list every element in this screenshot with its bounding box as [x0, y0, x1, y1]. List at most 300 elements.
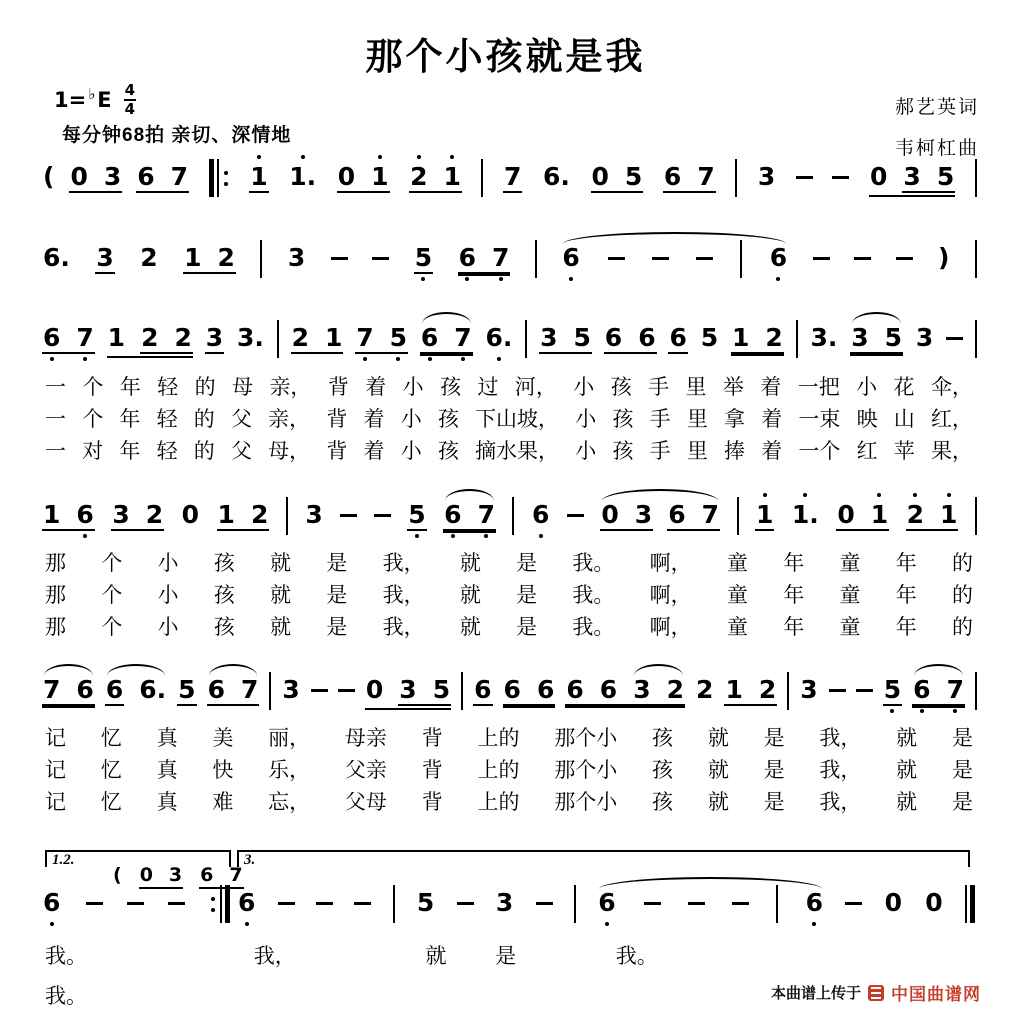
octave-dot-above: [877, 493, 881, 497]
octave-dot-below: [953, 709, 957, 713]
paren: (: [43, 162, 55, 191]
beam-group: [355, 325, 408, 354]
dash-note: [340, 514, 357, 517]
single-barline: [286, 497, 288, 535]
notation-line-1: [42, 164, 977, 210]
lyric-syllable: 上的: [477, 726, 520, 750]
note: 6: [668, 500, 686, 529]
note: 7: [355, 325, 374, 350]
note: 5: [178, 675, 196, 704]
lyric-syllable: 着: [760, 375, 782, 399]
octave-dot-above: [913, 493, 917, 497]
octave-dot-below: [363, 357, 367, 361]
lyric-syllable: 忘，: [268, 790, 311, 814]
beam-group: [539, 325, 592, 354]
lyric-syllable: 孩: [440, 375, 462, 399]
note: 6: [566, 675, 584, 704]
song-title: 那个小孩就是我: [365, 37, 646, 78]
beam-group: [136, 164, 189, 193]
dash-note: [644, 902, 661, 905]
lyric-syllable: 个: [101, 583, 123, 607]
lyric-syllable: 伞，: [930, 375, 973, 399]
dash-note: [829, 689, 846, 692]
lyric-syllable: 着: [363, 439, 385, 463]
note: 5: [883, 677, 902, 702]
single-barline: [975, 240, 977, 278]
lyric-syllable: 美: [212, 726, 234, 750]
lyric-syllable: 轻: [156, 439, 178, 463]
note: 6: [912, 677, 931, 702]
lyric-syllable: 孩: [213, 615, 235, 639]
beam-group: [365, 677, 451, 710]
lyric-syllable: 啊，: [649, 615, 692, 639]
note: 5: [414, 245, 433, 270]
lyric-row: [45, 439, 973, 464]
beam-group: [663, 164, 716, 193]
single-barline: [535, 240, 537, 278]
lyric-syllable: 童: [839, 583, 861, 607]
key-letter: E: [97, 88, 112, 113]
lyric-row: [45, 726, 973, 751]
lyric-syllable: 就: [459, 551, 481, 575]
note: 6: [42, 890, 61, 915]
note: 0: [365, 675, 384, 704]
dash-note: [354, 902, 371, 905]
beam-group: [42, 325, 95, 354]
single-barline: [277, 320, 279, 358]
slur-group: [105, 677, 167, 706]
note: 6: [663, 162, 682, 191]
slur-group: [850, 325, 903, 354]
note: 6: [536, 675, 555, 704]
note: 3: [305, 500, 323, 529]
lyric-syllable: 年: [119, 439, 141, 463]
note: 1: [43, 500, 61, 529]
lyric-syllable: 童: [726, 615, 748, 639]
octave-dot-below: [484, 534, 488, 538]
lyric-syllable: 的: [193, 407, 215, 431]
octave-dot-below: [245, 922, 249, 926]
dash-note: [311, 689, 328, 692]
lyric-syllable: 下山坡，: [475, 407, 560, 431]
lyric-syllable: 父: [230, 407, 252, 431]
lyric-syllable: 背: [326, 407, 348, 431]
notation-line-3: [42, 325, 977, 371]
lyric-syllable: 孩: [610, 375, 632, 399]
lyric-syllable: 那: [45, 551, 66, 575]
note: 0: [837, 500, 855, 529]
note: 2: [140, 243, 158, 272]
lyric-syllable: 小: [575, 439, 597, 463]
lyric-syllable: 苹: [893, 439, 915, 463]
lyric-syllable: 是: [951, 726, 973, 750]
note: 3: [96, 243, 114, 272]
note: 6: [599, 675, 618, 704]
lyric-syllable: 那个小: [554, 758, 618, 782]
note: 1: [107, 323, 126, 352]
lyric-syllable: 我，: [382, 583, 425, 607]
octave-dot-below: [50, 357, 54, 361]
lyric-syllable: 轻: [156, 407, 178, 431]
beam-group: [600, 502, 653, 531]
slur-arc: [563, 232, 786, 244]
lyric-syllable: 就: [270, 583, 292, 607]
single-barline: [393, 885, 395, 923]
note: 3: [168, 864, 183, 886]
lyric-syllable: 的: [951, 615, 973, 639]
lyric-syllable: 一把: [797, 375, 840, 399]
slur-arc: [602, 489, 718, 501]
lyric-syllable: 我，: [382, 551, 425, 575]
lyric-syllable: 忆: [100, 758, 122, 782]
flat-sign: ♭: [88, 85, 96, 104]
single-barline: [461, 672, 463, 710]
beam-group: [249, 164, 268, 193]
note: 5: [573, 323, 591, 352]
note: 2: [291, 323, 309, 352]
dash-note: [457, 902, 474, 905]
beam-group: [95, 245, 114, 274]
note: 0: [181, 500, 200, 529]
notation-final-volta3: [237, 890, 975, 936]
lyric-syllable: 我，: [253, 944, 296, 968]
note: 0: [139, 864, 153, 886]
lyric-syllable: 我，: [819, 758, 862, 782]
beam-group: [883, 677, 902, 706]
lyric-syllable: 就: [896, 758, 918, 782]
lyric-syllable: 孩: [612, 439, 634, 463]
dash-note: [946, 337, 963, 340]
lyric-syllable: 我。: [572, 615, 615, 639]
beam-group: [731, 325, 784, 354]
dash-note: [331, 257, 348, 260]
octave-dot-above: [301, 155, 305, 159]
beam-group: [105, 677, 124, 706]
lyric-syllable: 是: [763, 758, 785, 782]
lyric-syllable: 年: [783, 615, 805, 639]
lyric-syllable: 小: [573, 375, 595, 399]
volta-label: 1.2.: [52, 852, 78, 869]
composer-credit: 韦柯杠曲: [894, 137, 979, 159]
lyric-syllable: 映: [856, 407, 878, 431]
lyric-syllable: 孩: [652, 758, 674, 782]
lyric-syllable: 着: [761, 439, 783, 463]
note: 3: [112, 500, 130, 529]
dash-note: [86, 902, 103, 905]
beam-group: [906, 502, 959, 531]
lyric-syllable: 捧: [724, 439, 745, 463]
lyric-syllable: 我。: [572, 583, 615, 607]
lyric-syllable: 就: [896, 790, 918, 814]
lyric-syllable: 就: [707, 758, 729, 782]
note: 0: [601, 500, 619, 529]
note: 2: [141, 323, 159, 352]
note: 3: [851, 323, 869, 352]
lyric-syllable: 个: [82, 375, 104, 399]
watermark-text: 本曲谱上传于: [770, 985, 861, 1002]
single-barline: [776, 885, 778, 923]
octave-dot-below: [499, 277, 503, 281]
lyric-syllable: 快: [212, 758, 234, 782]
lyric-syllable: 上的: [477, 790, 520, 814]
dash-note: [374, 514, 391, 517]
lyric-syllable: 记: [45, 758, 66, 782]
beam-group: [217, 502, 270, 531]
beam-group: [69, 164, 122, 193]
lyric-syllable: 真: [156, 790, 178, 814]
beginRepeat-barline: [209, 159, 230, 197]
note: 6: [503, 675, 521, 704]
dash-note: [536, 902, 553, 905]
beam-group: [177, 677, 196, 706]
lyric-syllable: 小: [157, 615, 179, 639]
lyric-syllable: 父: [230, 439, 252, 463]
lyric-syllable: 手: [648, 375, 670, 399]
note: 2: [145, 500, 164, 529]
note: 3: [282, 675, 300, 704]
note: 6: [458, 245, 477, 270]
lyric-syllable: 那个小: [554, 790, 618, 814]
note: 6: [105, 675, 124, 704]
lyric-syllable: 小: [402, 375, 424, 399]
note: 6: [42, 325, 61, 350]
note: 6: [638, 323, 656, 352]
lyric-syllable: 孩: [437, 407, 459, 431]
lyric-syllable: 那: [45, 583, 66, 607]
volta-bracket-3: [237, 850, 970, 867]
lyric-syllable: 小: [157, 551, 179, 575]
note: 3: [757, 162, 776, 191]
note: 7: [453, 325, 472, 350]
note: 3.: [810, 323, 838, 352]
note: 7: [170, 162, 189, 191]
lyric-syllable: 的: [194, 375, 216, 399]
note: 1: [370, 164, 389, 189]
beam-group: [667, 502, 720, 531]
lyric-syllable: 个: [101, 551, 123, 575]
lyric-syllable: 手: [649, 407, 671, 431]
beam-group: [407, 502, 426, 531]
note: 3: [634, 500, 653, 529]
note: 6: [769, 245, 788, 270]
lyric-syllable: 童: [839, 615, 861, 639]
note: 2: [666, 675, 684, 704]
single-barline: [975, 672, 977, 710]
note: 2: [906, 502, 925, 527]
note: 6.: [139, 675, 167, 704]
lyric-syllable: 河，: [514, 375, 557, 399]
dash-note: [845, 902, 862, 905]
beam-group: [42, 502, 95, 531]
beam-group: [591, 164, 644, 193]
octave-dot-below: [415, 534, 419, 538]
note: 5: [389, 325, 408, 350]
single-barline: [512, 497, 514, 535]
octave-dot-below: [812, 922, 816, 926]
dash-note: [896, 257, 913, 260]
lyric-syllable: 是: [951, 790, 973, 814]
lyric-syllable: 就: [270, 551, 292, 575]
note: 6: [443, 502, 462, 527]
dash-note: [854, 257, 871, 260]
note: 7: [504, 162, 522, 191]
note: 6: [200, 864, 214, 886]
key-prefix: 1=: [54, 88, 87, 113]
lyric-syllable: 亲，: [268, 407, 311, 431]
lyric-syllable: 我，: [819, 726, 862, 750]
note: 2: [696, 675, 714, 704]
note: 6: [604, 323, 623, 352]
note: 5: [884, 323, 902, 352]
lyric-syllable: 是: [495, 944, 517, 968]
beam-group: [668, 325, 687, 354]
note: 6: [207, 675, 225, 704]
dash-note: [316, 902, 333, 905]
lyric-syllable: 上的: [477, 758, 520, 782]
lyric-syllable: 父母: [344, 790, 387, 814]
lyric-syllable: 我，: [382, 615, 425, 639]
slur-group: [561, 245, 788, 278]
lyric-syllable: 手: [649, 439, 671, 463]
note: 6.: [543, 162, 570, 191]
note: 6: [805, 890, 824, 915]
lyric-syllable: 年: [119, 375, 141, 399]
dash-note: [338, 689, 355, 692]
note: 7: [240, 675, 259, 704]
note: 2: [758, 675, 777, 704]
single-barline: [740, 240, 742, 278]
note: 5: [407, 502, 426, 527]
dash-note: [608, 257, 625, 260]
lyric-syllable: 童: [726, 551, 748, 575]
octave-dot-below: [539, 534, 543, 538]
note: 3: [800, 675, 818, 704]
lyric-syllable: 小: [575, 407, 597, 431]
beam-group: [107, 325, 193, 358]
single-barline: [796, 320, 798, 358]
lyric-syllable: 孩: [213, 551, 235, 575]
note: 1: [442, 164, 461, 189]
lyric-syllable: 小: [157, 583, 179, 607]
lyric-syllable: 是: [326, 551, 348, 575]
note: 7: [946, 677, 965, 702]
lyric-syllable: 一: [45, 407, 66, 431]
lyric-syllable: 母，: [268, 439, 311, 463]
lyric-syllable: 的: [951, 551, 973, 575]
lyric-syllable: 就: [459, 615, 481, 639]
single-barline: [525, 320, 527, 358]
note: 3: [633, 675, 651, 704]
note: 5: [416, 888, 435, 917]
single-barline: [574, 885, 576, 923]
single-barline: [737, 497, 739, 535]
lyric-syllable: 孩: [652, 726, 674, 750]
notation-line-4: [42, 502, 977, 548]
lyric-syllable: 着: [761, 407, 783, 431]
beam-group: [139, 866, 183, 889]
note: 6: [531, 502, 550, 527]
lyric-syllable: 孩: [652, 790, 674, 814]
single-barline: [975, 497, 977, 535]
octave-dot-below: [83, 357, 87, 361]
lyric-syllable: 那: [45, 615, 66, 639]
single-barline: [481, 159, 483, 197]
lyric-syllable: 是: [516, 583, 538, 607]
lyric-row: [45, 375, 973, 400]
octave-dot-below: [920, 709, 924, 713]
lyric-syllable: 是: [326, 615, 348, 639]
note: 6.: [485, 325, 514, 350]
note: 7: [75, 325, 94, 350]
lyric-syllable: 红: [856, 439, 878, 463]
slur-group: [42, 677, 95, 706]
lyric-syllable: 是: [326, 583, 348, 607]
note: 7: [491, 245, 510, 270]
octave-dot-below: [569, 277, 573, 281]
lyric-syllable: 的: [951, 583, 973, 607]
watermark-site-name: 中国曲谱网: [891, 985, 981, 1004]
lyric-syllable: 忆: [100, 790, 122, 814]
lyric-syllable: 果，: [930, 439, 973, 463]
lyric-syllable: 就: [425, 944, 447, 968]
beam-group: [111, 502, 164, 531]
final-barline: [965, 885, 975, 923]
time-signature: [124, 82, 136, 119]
octave-dot-below: [451, 534, 455, 538]
lyric-syllable: 是: [763, 790, 785, 814]
lyric-syllable: 难: [212, 790, 234, 814]
lyric-syllable: 摘水果，: [475, 439, 560, 463]
key-signature: [54, 82, 136, 119]
final-lyric-row: [45, 940, 973, 966]
dash-note: [796, 176, 813, 179]
volta-label: 3.: [244, 852, 258, 869]
lyric-syllable: 我。: [615, 944, 658, 968]
lyric-syllable: 记: [45, 790, 66, 814]
beam-group: [565, 677, 685, 706]
slur-arc: [599, 877, 822, 889]
note: 3: [103, 162, 122, 191]
beam-group: [199, 866, 243, 889]
beam-group: [458, 245, 511, 274]
lyric-syllable: 里: [686, 407, 708, 431]
lyric-syllable: 父亲: [344, 758, 387, 782]
beam-group: [183, 245, 236, 274]
dash-note: [696, 257, 713, 260]
lyric-syllable: 丽，: [268, 726, 311, 750]
meter-numerator: 4: [124, 82, 136, 101]
single-barline: [975, 320, 977, 358]
slur-group: [597, 890, 824, 923]
lyric-syllable: 就: [896, 726, 918, 750]
beam-group: [755, 502, 774, 531]
note: 5: [936, 162, 955, 191]
lyric-syllable: 对: [82, 439, 104, 463]
note: 7: [697, 162, 715, 191]
lyric-syllable: 那个小: [554, 726, 618, 750]
lyric-syllable: 是: [516, 615, 538, 639]
beam-group: [902, 164, 955, 193]
lyric-syllable: 是: [951, 758, 973, 782]
lyric-syllable: 母: [232, 375, 254, 399]
note: 3: [540, 323, 558, 352]
octave-dot-below: [421, 277, 425, 281]
notation-line-2: [42, 245, 977, 291]
lyric-syllable: 举: [722, 375, 744, 399]
lyric-syllable: 啊，: [649, 551, 692, 575]
lyric-syllable: 年: [895, 551, 917, 575]
single-barline: [787, 672, 789, 710]
